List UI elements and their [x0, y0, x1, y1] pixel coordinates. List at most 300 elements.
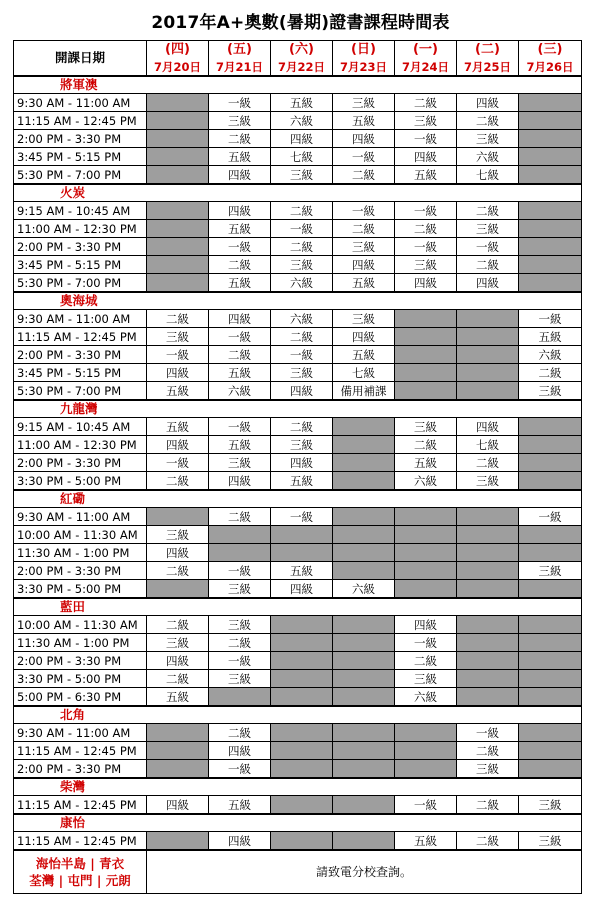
class-level-cell: 一級 [209, 652, 271, 670]
time-slot: 3:30 PM - 5:00 PM [14, 580, 147, 599]
class-level-cell: 一級 [333, 148, 395, 166]
closed-cell [271, 724, 333, 742]
class-level-cell: 五級 [209, 148, 271, 166]
time-slot: 11:00 AM - 12:30 PM [14, 220, 147, 238]
class-level-cell: 二級 [147, 616, 209, 634]
location-row [14, 490, 582, 508]
class-level-cell: 一級 [395, 796, 457, 815]
class-level-cell: 三級 [333, 94, 395, 112]
class-level-cell: 三級 [271, 364, 333, 382]
header-date: 7月25日 [457, 59, 519, 76]
time-slot: 11:15 AM - 12:45 PM [14, 742, 147, 760]
closed-cell [333, 526, 395, 544]
closed-cell [147, 166, 209, 185]
schedule-row [14, 616, 582, 634]
closed-cell [333, 724, 395, 742]
class-level-cell: 七級 [271, 148, 333, 166]
class-level-cell: 三級 [457, 130, 519, 148]
time-slot: 5:00 PM - 6:30 PM [14, 688, 147, 707]
class-level-cell: 六級 [209, 382, 271, 401]
class-level-cell: 二級 [271, 328, 333, 346]
class-level-cell: 六級 [395, 688, 457, 707]
class-level-cell: 五級 [395, 166, 457, 185]
closed-cell [519, 742, 582, 760]
class-level-cell: 五級 [333, 346, 395, 364]
class-level-cell: 五級 [147, 382, 209, 401]
class-level-cell: 二級 [147, 670, 209, 688]
location-name: 北角 [14, 706, 582, 724]
header-date: 7月22日 [271, 59, 333, 76]
class-level-cell: 三級 [147, 328, 209, 346]
time-slot: 9:15 AM - 10:45 AM [14, 418, 147, 436]
time-slot: 2:00 PM - 3:30 PM [14, 238, 147, 256]
class-level-cell: 三級 [209, 112, 271, 130]
class-level-cell: 一級 [147, 346, 209, 364]
closed-cell [457, 688, 519, 707]
class-level-cell: 三級 [209, 454, 271, 472]
time-slot: 9:30 AM - 11:00 AM [14, 94, 147, 112]
class-level-cell: 備用補課 [333, 382, 395, 401]
closed-cell [519, 634, 582, 652]
closed-cell [271, 796, 333, 815]
location-name: 柴灣 [14, 778, 582, 796]
class-level-cell: 五級 [395, 454, 457, 472]
closed-cell [209, 526, 271, 544]
class-level-cell: 一級 [271, 220, 333, 238]
closed-cell [147, 130, 209, 148]
closed-cell [519, 652, 582, 670]
class-level-cell: 六級 [333, 580, 395, 599]
closed-cell [147, 274, 209, 293]
time-slot: 5:30 PM - 7:00 PM [14, 382, 147, 401]
class-level-cell: 六級 [271, 310, 333, 328]
class-level-cell: 三級 [147, 634, 209, 652]
closed-cell [333, 436, 395, 454]
location-name: 火炭 [14, 184, 582, 202]
closed-cell [519, 238, 582, 256]
class-level-cell: 二級 [209, 634, 271, 652]
footer-locations-line2: 荃灣 | 屯門 | 元朗 [29, 873, 131, 888]
class-level-cell: 五級 [333, 112, 395, 130]
closed-cell [271, 634, 333, 652]
class-level-cell: 四級 [271, 130, 333, 148]
closed-cell [271, 544, 333, 562]
closed-cell [519, 166, 582, 185]
time-slot: 2:00 PM - 3:30 PM [14, 454, 147, 472]
schedule-body [14, 41, 582, 894]
class-level-cell: 一級 [209, 418, 271, 436]
schedule-row [14, 346, 582, 364]
class-level-cell: 一級 [395, 238, 457, 256]
header-day: (三) [519, 41, 582, 60]
time-slot: 11:15 AM - 12:45 PM [14, 832, 147, 851]
closed-cell [333, 832, 395, 851]
class-level-cell: 六級 [457, 148, 519, 166]
header-date: 7月20日 [147, 59, 209, 76]
class-level-cell: 三級 [333, 310, 395, 328]
class-level-cell: 一級 [209, 238, 271, 256]
class-level-cell: 五級 [147, 688, 209, 707]
class-level-cell: 二級 [271, 238, 333, 256]
schedule-row [14, 382, 582, 401]
time-slot: 5:30 PM - 7:00 PM [14, 166, 147, 185]
time-slot: 3:45 PM - 5:15 PM [14, 148, 147, 166]
time-slot: 3:30 PM - 5:00 PM [14, 472, 147, 491]
footer-locations [14, 850, 147, 894]
closed-cell [333, 472, 395, 491]
closed-cell [395, 328, 457, 346]
closed-cell [147, 148, 209, 166]
schedule-row [14, 436, 582, 454]
closed-cell [271, 742, 333, 760]
time-slot: 9:30 AM - 11:00 AM [14, 310, 147, 328]
class-level-cell: 四級 [395, 148, 457, 166]
schedule-table [13, 40, 582, 894]
class-level-cell: 七級 [457, 166, 519, 185]
closed-cell [457, 346, 519, 364]
closed-cell [147, 508, 209, 526]
schedule-row [14, 220, 582, 238]
class-level-cell: 一級 [395, 202, 457, 220]
footer-message: 請致電分校查詢。 [147, 850, 582, 894]
class-level-cell: 五級 [271, 562, 333, 580]
class-level-cell: 四級 [333, 256, 395, 274]
closed-cell [519, 670, 582, 688]
closed-cell [395, 742, 457, 760]
header-day: (一) [395, 41, 457, 60]
class-level-cell: 二級 [209, 256, 271, 274]
schedule-row [14, 508, 582, 526]
location-row [14, 76, 582, 94]
closed-cell [519, 544, 582, 562]
class-level-cell: 三級 [457, 472, 519, 491]
time-slot: 9:30 AM - 11:00 AM [14, 724, 147, 742]
class-level-cell: 四級 [333, 130, 395, 148]
schedule-row [14, 328, 582, 346]
class-level-cell: 三級 [395, 112, 457, 130]
schedule-row [14, 256, 582, 274]
class-level-cell: 一級 [209, 562, 271, 580]
class-level-cell: 五級 [333, 274, 395, 293]
schedule-row [14, 760, 582, 779]
closed-cell [519, 616, 582, 634]
schedule-row [14, 454, 582, 472]
class-level-cell: 一級 [271, 346, 333, 364]
class-level-cell: 二級 [147, 310, 209, 328]
time-slot: 3:30 PM - 5:00 PM [14, 670, 147, 688]
closed-cell [457, 508, 519, 526]
time-slot: 11:00 AM - 12:30 PM [14, 436, 147, 454]
header-day: (六) [271, 41, 333, 60]
closed-cell [519, 472, 582, 491]
closed-cell [147, 256, 209, 274]
closed-cell [519, 220, 582, 238]
schedule-row [14, 418, 582, 436]
class-level-cell: 一級 [395, 634, 457, 652]
class-level-cell: 二級 [209, 508, 271, 526]
class-level-cell: 一級 [457, 724, 519, 742]
closed-cell [519, 202, 582, 220]
schedule-row [14, 652, 582, 670]
class-level-cell: 一級 [147, 454, 209, 472]
closed-cell [271, 670, 333, 688]
class-level-cell: 四級 [209, 832, 271, 851]
class-level-cell: 五級 [271, 472, 333, 491]
closed-cell [395, 760, 457, 779]
closed-cell [519, 688, 582, 707]
class-level-cell: 五級 [271, 94, 333, 112]
closed-cell [519, 580, 582, 599]
class-level-cell: 二級 [209, 346, 271, 364]
closed-cell [147, 832, 209, 851]
time-slot: 11:15 AM - 12:45 PM [14, 796, 147, 815]
closed-cell [519, 256, 582, 274]
class-level-cell: 二級 [457, 256, 519, 274]
time-slot: 11:15 AM - 12:45 PM [14, 328, 147, 346]
closed-cell [395, 544, 457, 562]
class-level-cell: 四級 [147, 796, 209, 815]
class-level-cell: 六級 [271, 274, 333, 293]
class-level-cell: 二級 [457, 454, 519, 472]
closed-cell [457, 382, 519, 401]
class-level-cell: 一級 [519, 310, 582, 328]
class-level-cell: 五級 [147, 418, 209, 436]
class-level-cell: 二級 [457, 832, 519, 851]
closed-cell [395, 724, 457, 742]
closed-cell [333, 544, 395, 562]
time-slot: 3:45 PM - 5:15 PM [14, 256, 147, 274]
location-name: 康怡 [14, 814, 582, 832]
header-day: (二) [457, 41, 519, 60]
header-day: (日) [333, 41, 395, 60]
class-level-cell: 二級 [333, 166, 395, 185]
closed-cell [147, 760, 209, 779]
class-level-cell: 二級 [457, 112, 519, 130]
header-date: 7月23日 [333, 59, 395, 76]
class-level-cell: 二級 [457, 796, 519, 815]
closed-cell [395, 382, 457, 401]
closed-cell [457, 310, 519, 328]
closed-cell [519, 94, 582, 112]
class-level-cell: 五級 [209, 796, 271, 815]
class-level-cell: 二級 [519, 364, 582, 382]
class-level-cell: 二級 [395, 436, 457, 454]
closed-cell [147, 724, 209, 742]
page-title: 2017年A+奧數(暑期)證書課程時間表 [151, 13, 450, 33]
time-slot: 9:15 AM - 10:45 AM [14, 202, 147, 220]
header-date: 7月26日 [519, 59, 582, 76]
footer-row [14, 850, 582, 894]
class-level-cell: 七級 [333, 364, 395, 382]
closed-cell [147, 202, 209, 220]
class-level-cell: 四級 [457, 274, 519, 293]
class-level-cell: 四級 [271, 454, 333, 472]
class-level-cell: 三級 [209, 616, 271, 634]
closed-cell [333, 634, 395, 652]
class-level-cell: 四級 [147, 544, 209, 562]
time-slot: 2:00 PM - 3:30 PM [14, 346, 147, 364]
closed-cell [333, 742, 395, 760]
closed-cell [395, 346, 457, 364]
schedule-row [14, 310, 582, 328]
schedule-row [14, 166, 582, 185]
location-row [14, 706, 582, 724]
schedule-row [14, 670, 582, 688]
closed-cell [395, 364, 457, 382]
closed-cell [147, 94, 209, 112]
schedule-row [14, 130, 582, 148]
schedule-row [14, 238, 582, 256]
class-level-cell: 三級 [519, 562, 582, 580]
closed-cell [333, 796, 395, 815]
closed-cell [395, 508, 457, 526]
time-slot: 2:00 PM - 3:30 PM [14, 562, 147, 580]
class-level-cell: 五級 [519, 328, 582, 346]
closed-cell [333, 670, 395, 688]
closed-cell [271, 832, 333, 851]
closed-cell [333, 616, 395, 634]
time-slot: 3:45 PM - 5:15 PM [14, 364, 147, 382]
closed-cell [147, 742, 209, 760]
schedule-row [14, 274, 582, 293]
closed-cell [147, 112, 209, 130]
class-level-cell: 六級 [519, 346, 582, 364]
closed-cell [457, 328, 519, 346]
location-row [14, 292, 582, 310]
class-level-cell: 五級 [209, 220, 271, 238]
closed-cell [519, 436, 582, 454]
closed-cell [147, 220, 209, 238]
time-slot: 2:00 PM - 3:30 PM [14, 652, 147, 670]
class-level-cell: 五級 [209, 364, 271, 382]
closed-cell [457, 652, 519, 670]
location-name: 將軍澳 [14, 76, 582, 94]
class-level-cell: 四級 [209, 202, 271, 220]
closed-cell [333, 508, 395, 526]
closed-cell [519, 112, 582, 130]
closed-cell [395, 580, 457, 599]
header-row-days [14, 41, 582, 60]
schedule-row [14, 562, 582, 580]
closed-cell [457, 616, 519, 634]
class-level-cell: 四級 [147, 652, 209, 670]
location-name: 紅磡 [14, 490, 582, 508]
location-row [14, 598, 582, 616]
location-name: 藍田 [14, 598, 582, 616]
schedule-row [14, 724, 582, 742]
class-level-cell: 二級 [271, 202, 333, 220]
closed-cell [395, 310, 457, 328]
closed-cell [333, 562, 395, 580]
class-level-cell: 四級 [147, 364, 209, 382]
closed-cell [333, 652, 395, 670]
location-row [14, 814, 582, 832]
closed-cell [271, 616, 333, 634]
closed-cell [147, 238, 209, 256]
class-level-cell: 三級 [209, 580, 271, 599]
closed-cell [457, 526, 519, 544]
closed-cell [333, 760, 395, 779]
closed-cell [209, 544, 271, 562]
class-level-cell: 四級 [147, 436, 209, 454]
location-name: 九龍灣 [14, 400, 582, 418]
class-level-cell: 二級 [333, 220, 395, 238]
class-level-cell: 三級 [209, 670, 271, 688]
time-slot: 2:00 PM - 3:30 PM [14, 130, 147, 148]
header-day: (五) [209, 41, 271, 60]
class-level-cell: 一級 [209, 760, 271, 779]
schedule-row [14, 112, 582, 130]
closed-cell [271, 688, 333, 707]
header-date: 7月24日 [395, 59, 457, 76]
schedule-row [14, 688, 582, 707]
closed-cell [333, 688, 395, 707]
closed-cell [271, 526, 333, 544]
class-level-cell: 三級 [271, 436, 333, 454]
closed-cell [519, 724, 582, 742]
class-level-cell: 六級 [395, 472, 457, 491]
closed-cell [519, 130, 582, 148]
closed-cell [147, 580, 209, 599]
class-level-cell: 三級 [519, 832, 582, 851]
time-slot: 5:30 PM - 7:00 PM [14, 274, 147, 293]
class-level-cell: 三級 [271, 256, 333, 274]
closed-cell [519, 454, 582, 472]
time-slot: 11:30 AM - 1:00 PM [14, 544, 147, 562]
class-level-cell: 一級 [271, 508, 333, 526]
class-level-cell: 四級 [209, 472, 271, 491]
schedule-row [14, 580, 582, 599]
header-label: 開課日期 [14, 41, 147, 77]
class-level-cell: 一級 [457, 238, 519, 256]
closed-cell [519, 148, 582, 166]
closed-cell [519, 418, 582, 436]
schedule-row [14, 796, 582, 815]
class-level-cell: 四級 [209, 742, 271, 760]
closed-cell [519, 274, 582, 293]
time-slot: 11:15 AM - 12:45 PM [14, 112, 147, 130]
class-level-cell: 四級 [395, 274, 457, 293]
class-level-cell: 二級 [209, 724, 271, 742]
class-level-cell: 一級 [209, 94, 271, 112]
class-level-cell: 四級 [457, 418, 519, 436]
class-level-cell: 四級 [209, 310, 271, 328]
class-level-cell: 三級 [519, 382, 582, 401]
location-row [14, 184, 582, 202]
class-level-cell: 二級 [209, 130, 271, 148]
class-level-cell: 三級 [457, 760, 519, 779]
class-level-cell: 二級 [457, 742, 519, 760]
closed-cell [519, 760, 582, 779]
class-level-cell: 二級 [395, 94, 457, 112]
schedule-row [14, 94, 582, 112]
footer-locations-line1: 海怡半島 | 青衣 [35, 856, 125, 871]
closed-cell [519, 526, 582, 544]
class-level-cell: 二級 [147, 562, 209, 580]
class-level-cell: 四級 [209, 166, 271, 185]
class-level-cell: 三級 [457, 220, 519, 238]
schedule-row [14, 544, 582, 562]
class-level-cell: 七級 [457, 436, 519, 454]
closed-cell [457, 364, 519, 382]
class-level-cell: 四級 [333, 328, 395, 346]
schedule-row [14, 202, 582, 220]
class-level-cell: 三級 [395, 418, 457, 436]
schedule-row [14, 832, 582, 851]
class-level-cell: 三級 [395, 256, 457, 274]
schedule-row [14, 148, 582, 166]
location-name: 奧海城 [14, 292, 582, 310]
